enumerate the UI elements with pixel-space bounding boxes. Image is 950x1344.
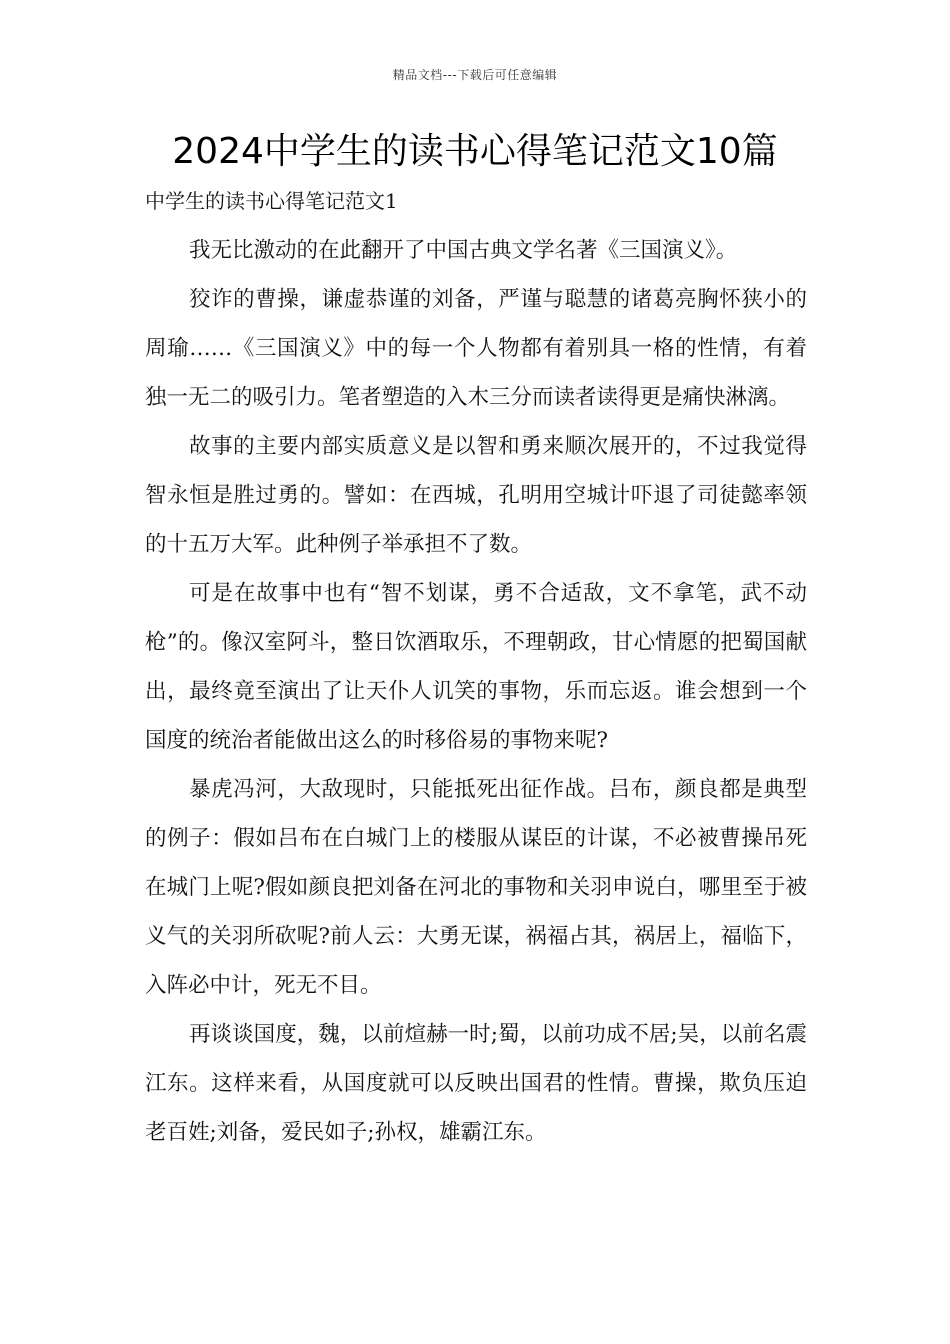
- section-title: 中学生的读书心得笔记范文1: [145, 189, 398, 213]
- paragraph: 再谈谈国度，魏，以前煊赫一时;蜀，以前功成不居;吴，以前名震江东。这样来看，从国度就可以反映出国君的性情。曹操，欺负压迫老百姓;刘备，爱民如子;孙权，雄霸江东。: [145, 1022, 807, 1145]
- paragraph: 可是在故事中也有“智不划谋，勇不合适敌，文不拿笔，武不动枪”的。像汉室阿斗，整日饮酒取乐，不理朝政，甘心情愿的把蜀国献出，最终竟至演出了让天仆人讥笑的事物，乐而忘返。谁会想到一个国度的统治者能做出这么的时移俗易的事物来呢?: [145, 581, 807, 753]
- document-title: 2024中学生的读书心得笔记范文10篇: [172, 131, 778, 172]
- paragraph: 狡诈的曹操，谦虚恭谨的刘备，严谨与聪慧的诸葛亮胸怀狭小的周瑜……《三国演义》中的每一个人物都有着别具一格的性情，有着独一无二的吸引力。笔者塑造的入木三分而读者读得更是痛快淋漓。: [145, 287, 807, 410]
- paragraph: 我无比激动的在此翻开了中国古典文学名著《三国演义》。: [189, 238, 738, 263]
- paragraph: 暴虎冯河，大敌现时，只能抵死出征作战。吕布，颜良都是典型的例子：假如吕布在白城门上的楼服从谋臣的计谋，不必被曹操吊死在城门上呢?假如颜良把刘备在河北的事物和关羽申说白，哪里至于被义气的关羽所砍呢?前人云：大勇无谋，祸福占其，祸居上，福临下，入阵必中计，死无不目。: [145, 777, 807, 998]
- paragraph: 故事的主要内部实质意义是以智和勇来顺次展开的，不过我觉得智永恒是胜过勇的。譬如：在西城，孔明用空城计吓退了司徒懿率领的十五万大军。此种例子举承担不了数。: [145, 434, 807, 557]
- header-note: 精品文档---下载后可任意编辑: [392, 68, 558, 82]
- body-text: [145, 226, 807, 1157]
